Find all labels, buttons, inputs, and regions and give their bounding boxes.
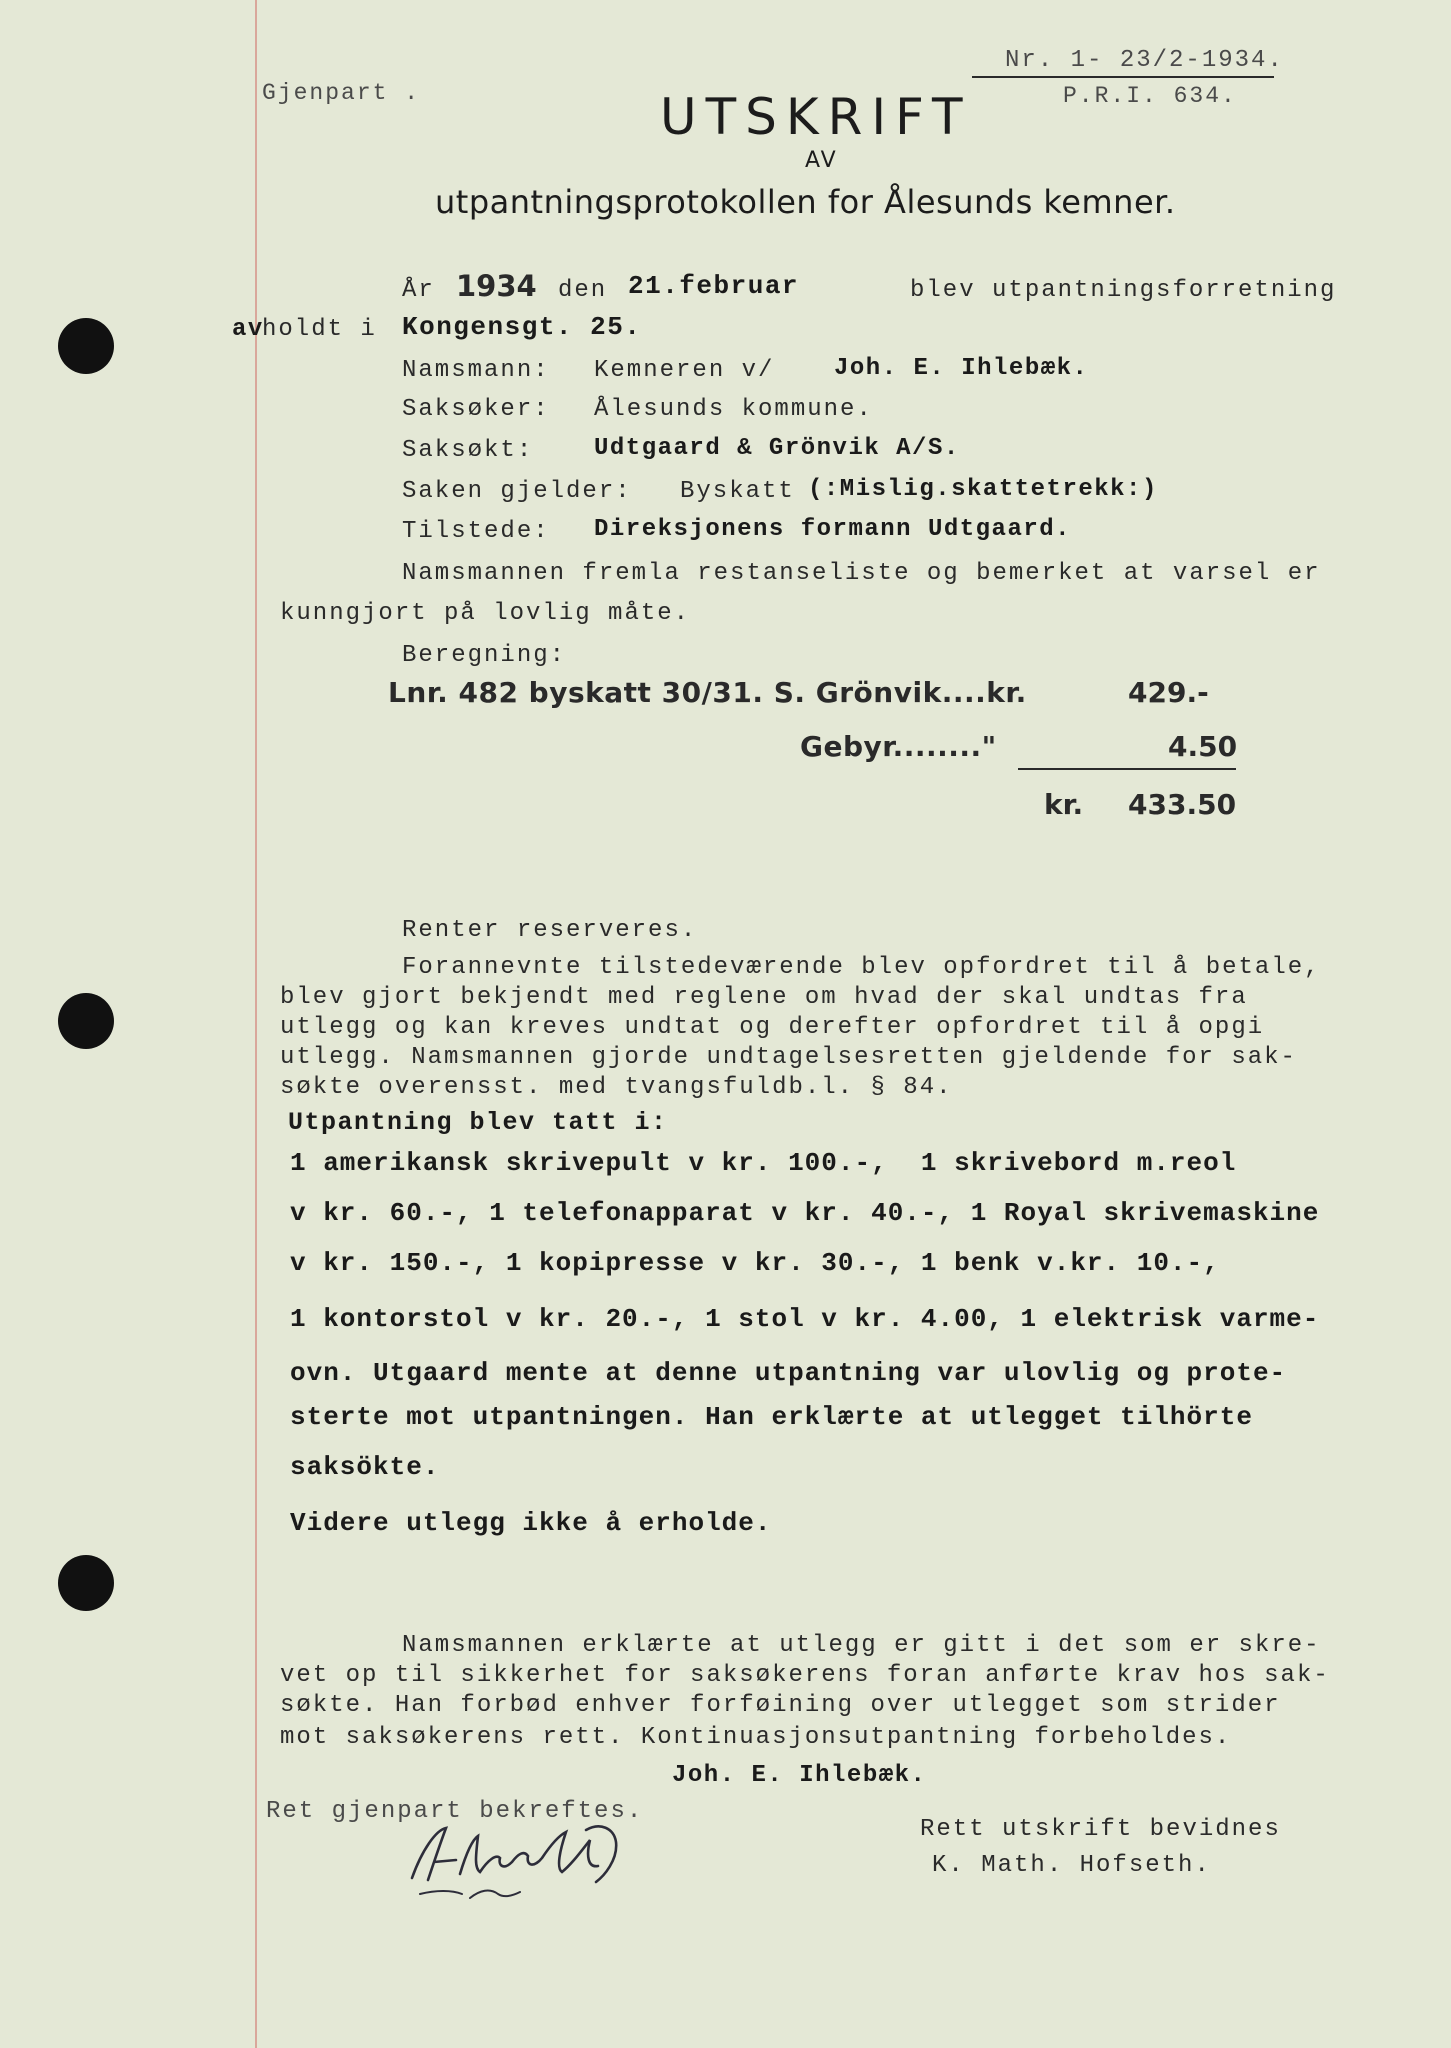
calculation-amount: 429.- <box>1128 676 1209 709</box>
calculation-line: Lnr. 482 byskatt 30/31. S. Grönvik....kr. <box>388 676 1027 709</box>
reference-code: P.R.I. 634. <box>1063 83 1237 109</box>
seizure-line: sterte mot utpantningen. Han erklærte at utlegget tilhörte <box>290 1402 1253 1432</box>
field-label: Saksøkt: <box>402 437 534 464</box>
document-subtitle: utpantningsprotokollen for Ålesunds kemner. <box>435 183 1176 221</box>
paragraph-line: Forannevnte tilstedeværende blev opfordret til å betale, <box>402 954 1321 981</box>
held-label: holdt i <box>262 316 377 343</box>
fee-amount: 4.50 <box>1168 730 1238 763</box>
paragraph-line: søkte. Han forbød enhver forføining over utlegget som strider <box>280 1692 1281 1719</box>
den-word: den <box>558 277 608 304</box>
paragraph-line: utlegg og kan kreves undtat og derefter opfordret til å opgi <box>280 1014 1265 1041</box>
paragraph-line: Namsmannen erklærte at utlegg er gitt i det som er skre- <box>402 1632 1321 1659</box>
paragraph-line: søkte overensst. med tvangsfuldb.l. § 84. <box>280 1074 953 1101</box>
calculation-heading: Beregning: <box>402 642 567 669</box>
field-value-bold: (:Mislig.skattetrekk:) <box>808 476 1158 503</box>
seizure-line: v kr. 60.-, 1 telefonapparat v kr. 40.-, 1 Royal skrivemaskine <box>290 1198 1320 1228</box>
reference-number: Nr. 1- 23/2-1934. <box>1005 47 1284 74</box>
seizure-line: 1 amerikansk skrivepult v kr. 100.-, 1 skrivebord m.reol <box>290 1148 1237 1178</box>
field-value: Kemneren v/ <box>594 357 775 384</box>
officer-signature: Joh. E. Ihlebæk. <box>672 1762 927 1789</box>
field-label: Saksøker: <box>402 396 550 423</box>
paragraph-line: utlegg. Namsmannen gjorde undtagelsesretten gjeldende for sak- <box>280 1044 1297 1071</box>
sum-underline <box>1018 768 1236 770</box>
paragraph-line: vet op til sikkerhet for saksøkerens foran anførte krav hos sak- <box>280 1662 1330 1689</box>
total-amount: 433.50 <box>1128 788 1237 821</box>
seizure-closing: Videre utlegg ikke å erholde. <box>290 1508 772 1538</box>
reference-underline <box>972 76 1274 78</box>
punch-hole <box>58 1555 114 1611</box>
field-value-bold: Udtgaard & Grönvik A/S. <box>594 435 960 462</box>
document-title: UTSKRIFT <box>660 88 972 146</box>
field-label: Saken gjelder: <box>402 478 632 505</box>
paragraph-line: Namsmannen fremla restanseliste og bemerket at varsel er <box>402 560 1321 587</box>
year-value: 1934 <box>456 269 537 303</box>
certification-line: Rett utskrift bevidnes <box>920 1816 1281 1843</box>
field-label: Tilstede: <box>402 518 550 545</box>
certifier-name: K. Math. Hofseth. <box>932 1852 1211 1879</box>
total-label: kr. <box>1044 788 1084 821</box>
location-value: Kongensgt. 25. <box>402 312 642 342</box>
paragraph-line: mot saksøkerens rett. Kontinuasjonsutpantning forbeholdes. <box>280 1724 1232 1751</box>
intro-action: blev utpantningsforretning <box>910 277 1337 304</box>
seizure-line: v kr. 150.-, 1 kopipresse v kr. 30.-, 1 benk v.kr. 10.-, <box>290 1248 1220 1278</box>
field-label: Namsmann: <box>402 357 550 384</box>
seizure-line: saksökte. <box>290 1452 440 1482</box>
held-prefix: av <box>232 316 264 343</box>
date-value: 21.februar <box>628 271 800 301</box>
handwritten-signature <box>400 1810 680 1910</box>
year-label: År <box>402 277 435 304</box>
field-value: Byskatt <box>680 478 795 505</box>
paragraph-line: Renter reserveres. <box>402 917 698 944</box>
field-value: Ålesunds kommune. <box>594 396 873 423</box>
paragraph-line: blev gjort bekjendt med reglene om hvad der skal undtas fra <box>280 984 1248 1011</box>
field-value-bold: Joh. E. Ihlebæk. <box>834 355 1089 382</box>
seizure-heading: Utpantning blev tatt i: <box>288 1108 668 1137</box>
fee-line: Gebyr........" <box>800 730 997 763</box>
punch-hole <box>58 318 114 374</box>
seizure-line: ovn. Utgaard mente at denne utpantning var ulovlig og prote- <box>290 1358 1287 1388</box>
title-av: AV <box>805 148 838 173</box>
copy-label: Gjenpart . <box>262 80 421 106</box>
margin-line <box>255 0 257 2048</box>
seizure-line: 1 kontorstol v kr. 20.-, 1 stol v kr. 4.00, 1 elektrisk varme- <box>290 1304 1320 1334</box>
field-value-bold: Direksjonens formann Udtgaard. <box>594 516 1072 543</box>
copy-confirmation: Ret gjenpart bekreftes. <box>266 1798 644 1825</box>
punch-hole <box>58 993 114 1049</box>
paragraph-line: kunngjort på lovlig måte. <box>280 600 691 627</box>
